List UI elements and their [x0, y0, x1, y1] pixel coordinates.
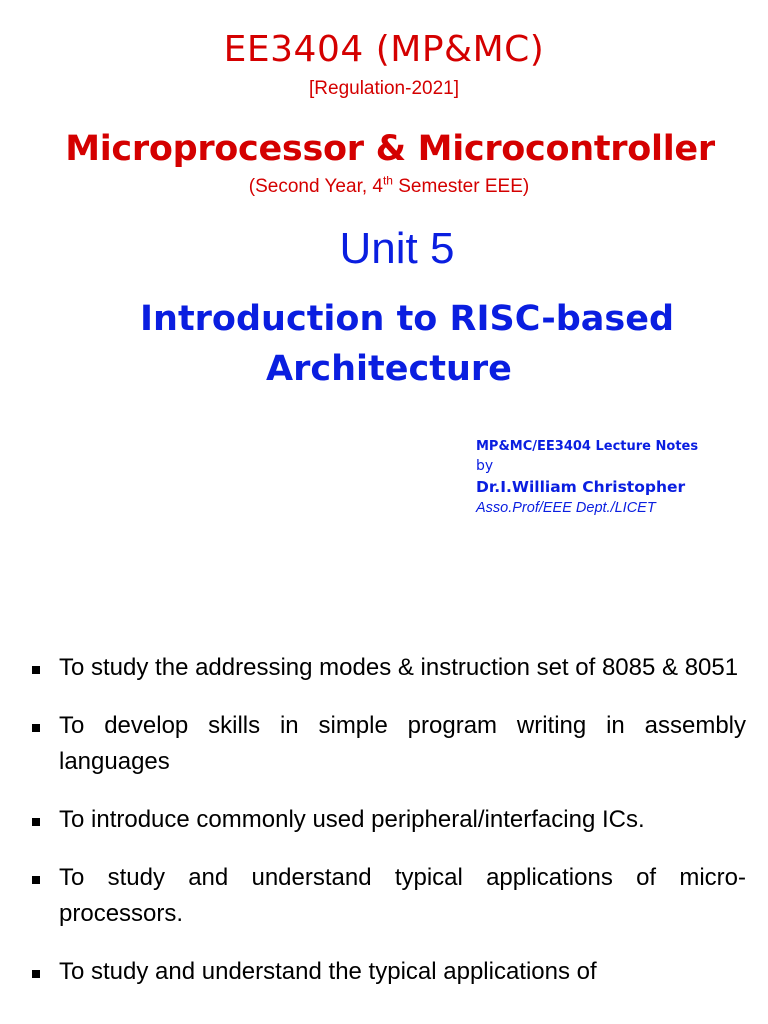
semester-ordinal-suffix: th: [382, 173, 393, 188]
square-bullet-icon: [32, 818, 40, 826]
objective-text: To develop skills in simple program writing in assembly languages: [59, 712, 746, 775]
regulation-label: [Regulation-2021]: [309, 78, 459, 99]
list-item: [0, 954, 768, 990]
square-bullet-icon: [32, 666, 40, 674]
list-item: [0, 650, 768, 686]
lecture-notes-credit: [476, 438, 698, 518]
course-title: Microprocessor & Microcontroller: [65, 129, 715, 169]
objective-text: To study the addressing modes & instruction set of 8085 & 8051: [59, 654, 739, 681]
square-bullet-icon: [32, 876, 40, 884]
semester-text-start: (Second Year, 4: [248, 176, 383, 197]
list-item: [0, 860, 768, 932]
objective-text: To study and understand the typical applications of: [59, 958, 597, 985]
list-item: [0, 802, 768, 838]
unit-title-line-2: Architecture: [266, 349, 512, 389]
semester-text-end: Semester EEE): [392, 176, 530, 197]
square-bullet-icon: [32, 970, 40, 978]
author-name: Dr.I.William Christopher: [476, 478, 686, 496]
objective-text: To introduce commonly used peripheral/interfacing ICs.: [59, 806, 645, 833]
unit-title-line-1: Introduction to RISC-based: [140, 299, 675, 339]
author-affiliation: Asso.Prof/EEE Dept./LICET: [476, 500, 656, 516]
unit-number: Unit 5: [339, 224, 455, 273]
course-code: EE3404 (MP&MC): [223, 29, 545, 70]
by-label: by: [476, 458, 494, 474]
square-bullet-icon: [32, 724, 40, 732]
objective-text: To study and understand typical applications of micro-processors.: [59, 864, 746, 927]
semester-label: [0, 174, 768, 200]
objectives-list: [0, 650, 768, 1012]
list-item: [0, 708, 768, 780]
lecture-notes-label: MP&MC/EE3404 Lecture Notes: [476, 439, 699, 454]
